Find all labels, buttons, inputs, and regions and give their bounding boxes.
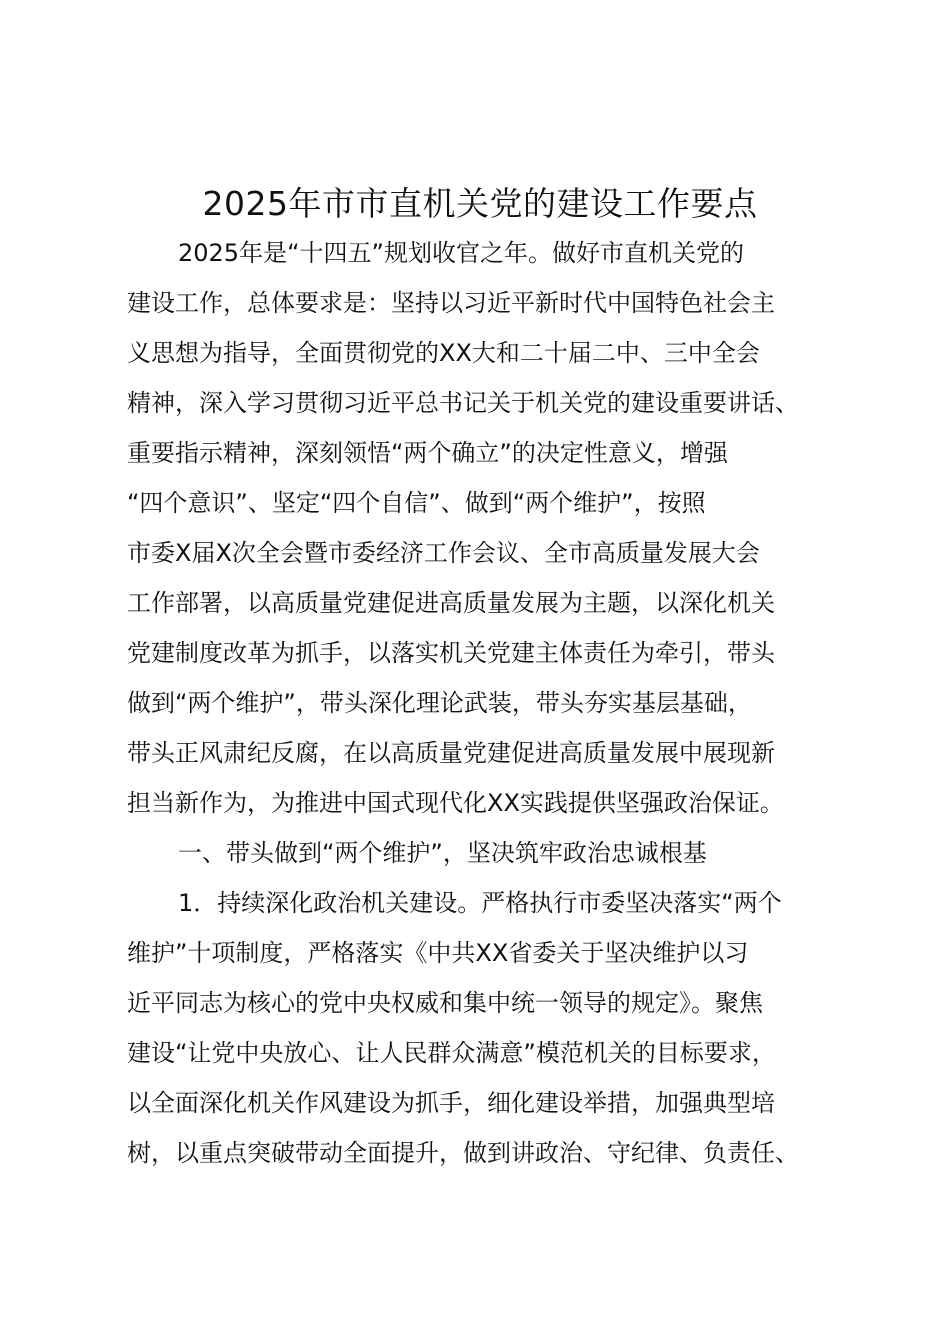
paragraph-line: 做到“两个维护”，带头深化理论武装，带头夯实基层基础， [127,689,752,717]
paragraph-line: 重要指示精神，深刻领悟“两个确立”的决定性意义，增强 [127,439,728,467]
paragraph-line: 建设“让党中央放心、让人民群众满意”模范机关的目标要求， [127,1039,776,1067]
paragraph-line: “四个意识”、坚定“四个自信”、做到“两个维护”，按照 [127,489,706,517]
paragraph-line: 建设工作，总体要求是：坚持以习近平新时代中国特色社会主 [127,289,775,317]
paragraph-line: 市委X届X次全会暨市委经济工作会议、全市高质量发展大会 [127,539,760,567]
paragraph-line: 近平同志为核心的党中央权威和集中统一领导的规定》。聚焦 [127,989,763,1017]
paragraph-line: 精神，深入学习贯彻习近平总书记关于机关党的建设重要讲话、 [127,389,799,417]
paragraph-line: 以全面深化机关作风建设为抓手，细化建设举措，加强典型培 [127,1089,775,1117]
paragraph-line: 工作部署，以高质量党建促进高质量发展为主题，以深化机关 [127,589,775,617]
paragraph-line: 党建制度改革为抓手，以落实机关党建主体责任为牵引，带头 [127,639,775,667]
paragraph-line: 维护”十项制度，严格落实《中共XX省委关于坚决维护以习 [127,939,749,967]
document-title: 2025年市市直机关党的建设工作要点 [202,184,758,223]
paragraph-line: 1．持续深化政治机关建设。严格执行市委坚决落实“两个 [178,889,782,917]
paragraph-line: 带头正风肃纪反腐，在以高质量党建促进高质量发展中展现新 [127,739,775,767]
paragraph-line: 树，以重点突破带动全面提升，做到讲政治、守纪律、负责任、 [127,1139,799,1167]
paragraph-line: 义思想为指导，全面贯彻党的XX大和二十届二中、三中全会 [127,339,760,367]
paragraph-line: 2025年是“十四五”规划收官之年。做好市直机关党的 [178,239,744,267]
paragraph-line: 担当新作为，为推进中国式现代化XX实践提供坚强政治保证。 [127,789,784,817]
section-heading: 一、带头做到“两个维护”，坚决筑牢政治忠诚根基 [178,839,707,867]
